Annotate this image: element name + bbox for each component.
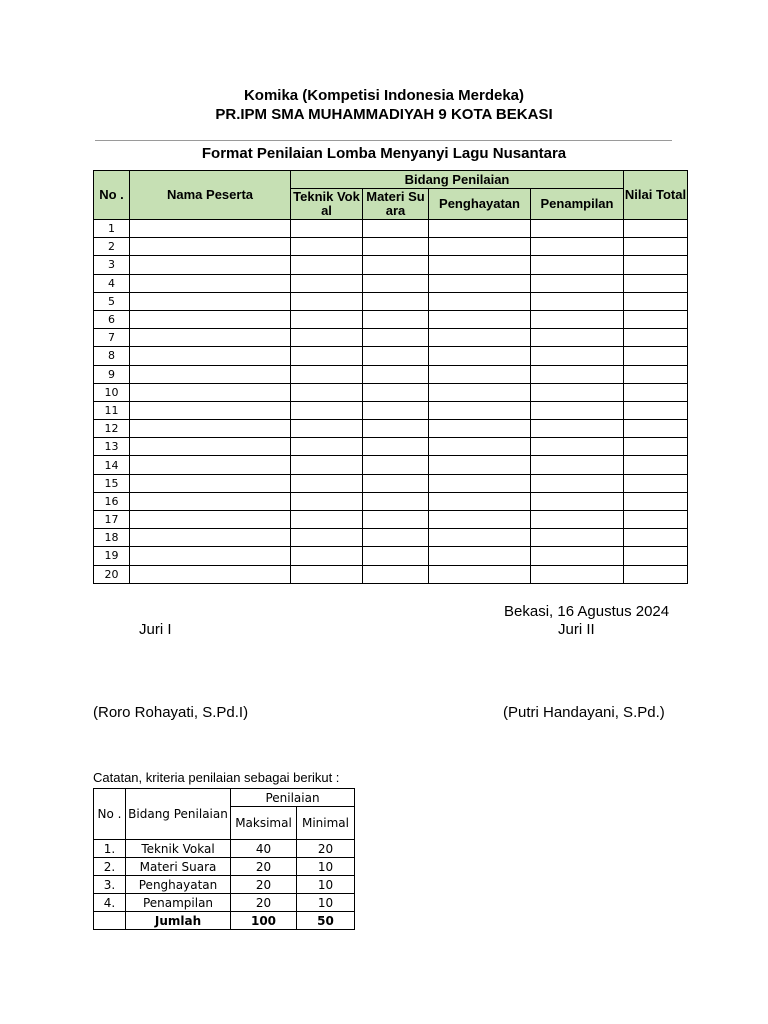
participant-row <box>94 420 688 438</box>
score-cell[interactable] <box>429 329 531 347</box>
score-cell[interactable] <box>531 511 624 529</box>
criteria-table <box>93 788 355 930</box>
score-cell[interactable] <box>363 511 429 529</box>
score-cell[interactable] <box>624 292 688 310</box>
score-cell[interactable] <box>624 401 688 419</box>
score-cell[interactable] <box>130 238 291 256</box>
score-cell[interactable] <box>291 383 363 401</box>
score-cell[interactable] <box>130 565 291 583</box>
criteria-max: 40 <box>231 840 297 858</box>
row-number: 6 <box>94 310 130 328</box>
col-header-total: Nilai Total <box>624 171 688 220</box>
score-cell[interactable] <box>291 220 363 238</box>
col-header-criterion: Teknik Vokal <box>291 189 363 220</box>
score-cell[interactable] <box>363 547 429 565</box>
participant-row <box>94 547 688 565</box>
participant-row <box>94 511 688 529</box>
judge1-title: Juri I <box>139 621 172 638</box>
score-cell[interactable] <box>291 565 363 583</box>
criteria-total-max: 100 <box>231 912 297 930</box>
score-cell[interactable] <box>429 565 531 583</box>
criteria-header-group: Penilaian <box>231 789 355 807</box>
participant-row <box>94 310 688 328</box>
score-cell[interactable] <box>130 274 291 292</box>
score-cell[interactable] <box>363 401 429 419</box>
score-cell[interactable] <box>130 529 291 547</box>
score-cell[interactable] <box>531 383 624 401</box>
score-cell[interactable] <box>624 511 688 529</box>
score-cell[interactable] <box>624 529 688 547</box>
score-cell[interactable] <box>363 238 429 256</box>
participant-row <box>94 220 688 238</box>
score-cell[interactable] <box>624 420 688 438</box>
score-cell[interactable] <box>291 438 363 456</box>
participant-row <box>94 438 688 456</box>
score-cell[interactable] <box>531 329 624 347</box>
row-number: 3 <box>94 256 130 274</box>
score-cell[interactable] <box>429 529 531 547</box>
score-cell[interactable] <box>130 456 291 474</box>
score-cell[interactable] <box>531 420 624 438</box>
score-cell[interactable] <box>429 547 531 565</box>
score-cell[interactable] <box>624 310 688 328</box>
participant-row <box>94 347 688 365</box>
participant-row <box>94 456 688 474</box>
score-cell[interactable] <box>624 547 688 565</box>
score-cell[interactable] <box>531 292 624 310</box>
score-cell[interactable] <box>291 511 363 529</box>
place-date: Bekasi, 16 Agustus 2024 <box>504 603 670 620</box>
criteria-header-field: Bidang Penilaian <box>126 789 231 840</box>
score-cell[interactable] <box>291 420 363 438</box>
score-cell[interactable] <box>363 256 429 274</box>
score-cell[interactable] <box>291 492 363 510</box>
score-cell[interactable] <box>624 492 688 510</box>
score-cell[interactable] <box>363 456 429 474</box>
criteria-max: 20 <box>231 876 297 894</box>
criteria-row <box>94 894 355 912</box>
score-cell[interactable] <box>363 438 429 456</box>
score-table <box>93 170 688 584</box>
participant-row <box>94 256 688 274</box>
score-cell[interactable] <box>291 329 363 347</box>
judge1-name: (Roro Rohayati, S.Pd.I) <box>93 704 249 721</box>
row-number: 9 <box>94 365 130 383</box>
score-cell[interactable] <box>531 347 624 365</box>
judge2-name: (Putri Handayani, S.Pd.) <box>503 704 665 721</box>
participant-row <box>94 401 688 419</box>
col-header-criterion: Penampilan <box>531 189 624 220</box>
score-cell[interactable] <box>363 365 429 383</box>
score-cell[interactable] <box>624 383 688 401</box>
score-cell[interactable] <box>429 274 531 292</box>
criteria-field: Teknik Vokal <box>126 840 231 858</box>
event-title: Komika (Kompetisi Indonesia Merdeka) <box>243 87 525 104</box>
score-cell[interactable] <box>624 274 688 292</box>
col-header-criterion: Penghayatan <box>429 189 531 220</box>
participant-row <box>94 565 688 583</box>
judge2-title: Juri II <box>558 621 595 638</box>
score-cell[interactable] <box>624 256 688 274</box>
score-cell[interactable] <box>130 365 291 383</box>
score-cell[interactable] <box>363 383 429 401</box>
score-cell[interactable] <box>363 220 429 238</box>
criteria-no: 4. <box>94 894 126 912</box>
criteria-row <box>94 876 355 894</box>
score-cell[interactable] <box>429 401 531 419</box>
participant-row <box>94 492 688 510</box>
participant-row <box>94 383 688 401</box>
participant-row <box>94 365 688 383</box>
score-cell[interactable] <box>429 438 531 456</box>
score-cell[interactable] <box>429 511 531 529</box>
score-cell[interactable] <box>130 438 291 456</box>
score-cell[interactable] <box>130 329 291 347</box>
score-cell[interactable] <box>531 565 624 583</box>
criteria-max: 20 <box>231 894 297 912</box>
score-cell[interactable] <box>363 474 429 492</box>
header-divider <box>95 140 672 141</box>
score-cell[interactable] <box>624 565 688 583</box>
criteria-header-min: Minimal <box>297 807 355 840</box>
score-cell[interactable] <box>291 292 363 310</box>
score-cell[interactable] <box>130 292 291 310</box>
row-number: 7 <box>94 329 130 347</box>
score-cell[interactable] <box>130 511 291 529</box>
score-cell[interactable] <box>531 220 624 238</box>
score-cell[interactable] <box>531 529 624 547</box>
row-number: 20 <box>94 565 130 583</box>
score-cell[interactable] <box>130 474 291 492</box>
participant-row <box>94 474 688 492</box>
score-cell[interactable] <box>531 438 624 456</box>
score-cell[interactable] <box>291 238 363 256</box>
col-header-name: Nama Peserta <box>130 171 291 220</box>
criteria-min: 10 <box>297 876 355 894</box>
score-cell[interactable] <box>291 529 363 547</box>
score-cell[interactable] <box>130 383 291 401</box>
score-cell[interactable] <box>363 347 429 365</box>
col-header-group: Bidang Penilaian <box>291 171 624 189</box>
row-number: 2 <box>94 238 130 256</box>
criteria-row <box>94 840 355 858</box>
criteria-total-blank <box>94 912 126 930</box>
score-cell[interactable] <box>531 492 624 510</box>
score-cell[interactable] <box>429 220 531 238</box>
score-cell[interactable] <box>130 310 291 328</box>
score-cell[interactable] <box>130 547 291 565</box>
row-number: 17 <box>94 511 130 529</box>
score-cell[interactable] <box>291 256 363 274</box>
score-cell[interactable] <box>130 220 291 238</box>
criteria-field: Penghayatan <box>126 876 231 894</box>
score-cell[interactable] <box>531 547 624 565</box>
criteria-no: 1. <box>94 840 126 858</box>
row-number: 15 <box>94 474 130 492</box>
score-cell[interactable] <box>624 365 688 383</box>
row-number: 14 <box>94 456 130 474</box>
participant-row <box>94 529 688 547</box>
score-cell[interactable] <box>429 310 531 328</box>
notes-caption: Catatan, kriteria penilaian sebagai berikut : <box>93 770 340 785</box>
criteria-total-min: 50 <box>297 912 355 930</box>
score-cell[interactable] <box>429 420 531 438</box>
criteria-min: 10 <box>297 894 355 912</box>
score-cell[interactable] <box>624 220 688 238</box>
score-cell[interactable] <box>291 274 363 292</box>
score-cell[interactable] <box>130 401 291 419</box>
row-number: 10 <box>94 383 130 401</box>
criteria-total-row <box>94 912 355 930</box>
row-number: 13 <box>94 438 130 456</box>
score-cell[interactable] <box>624 474 688 492</box>
criteria-header-no: No . <box>94 789 126 840</box>
score-cell[interactable] <box>363 492 429 510</box>
score-cell[interactable] <box>429 292 531 310</box>
score-table-body <box>94 220 688 584</box>
score-cell[interactable] <box>363 274 429 292</box>
score-cell[interactable] <box>531 310 624 328</box>
participant-row <box>94 238 688 256</box>
score-cell[interactable] <box>363 310 429 328</box>
score-cell[interactable] <box>429 474 531 492</box>
criteria-header-max: Maksimal <box>231 807 297 840</box>
score-cell[interactable] <box>531 474 624 492</box>
score-cell[interactable] <box>531 274 624 292</box>
score-cell[interactable] <box>531 365 624 383</box>
criteria-field: Penampilan <box>126 894 231 912</box>
participant-row <box>94 292 688 310</box>
row-number: 8 <box>94 347 130 365</box>
score-cell[interactable] <box>363 565 429 583</box>
score-cell[interactable] <box>130 256 291 274</box>
score-cell[interactable] <box>624 347 688 365</box>
criteria-row <box>94 858 355 876</box>
row-number: 16 <box>94 492 130 510</box>
organizer-title: PR.IPM SMA MUHAMMADIYAH 9 KOTA BEKASI <box>215 106 553 123</box>
row-number: 5 <box>94 292 130 310</box>
score-cell[interactable] <box>531 401 624 419</box>
score-cell[interactable] <box>291 547 363 565</box>
score-cell[interactable] <box>531 256 624 274</box>
score-cell[interactable] <box>531 456 624 474</box>
score-cell[interactable] <box>291 474 363 492</box>
score-cell[interactable] <box>363 420 429 438</box>
row-number: 19 <box>94 547 130 565</box>
row-number: 4 <box>94 274 130 292</box>
score-cell[interactable] <box>429 238 531 256</box>
score-cell[interactable] <box>429 365 531 383</box>
score-cell[interactable] <box>429 383 531 401</box>
score-cell[interactable] <box>429 492 531 510</box>
score-cell[interactable] <box>291 401 363 419</box>
criteria-max: 20 <box>231 858 297 876</box>
criteria-field: Materi Suara <box>126 858 231 876</box>
row-number: 11 <box>94 401 130 419</box>
participant-row <box>94 274 688 292</box>
score-cell[interactable] <box>130 420 291 438</box>
score-cell[interactable] <box>363 292 429 310</box>
score-cell[interactable] <box>429 456 531 474</box>
score-cell[interactable] <box>291 347 363 365</box>
score-cell[interactable] <box>624 438 688 456</box>
col-header-no: No . <box>94 171 130 220</box>
score-cell[interactable] <box>531 238 624 256</box>
row-number: 12 <box>94 420 130 438</box>
col-header-criterion: Materi Suara <box>363 189 429 220</box>
form-title: Format Penilaian Lomba Menyanyi Lagu Nusantara <box>201 145 567 162</box>
score-cell[interactable] <box>624 238 688 256</box>
score-cell[interactable] <box>429 347 531 365</box>
participant-row <box>94 329 688 347</box>
score-cell[interactable] <box>624 329 688 347</box>
score-cell[interactable] <box>291 456 363 474</box>
row-number: 1 <box>94 220 130 238</box>
score-cell[interactable] <box>130 347 291 365</box>
score-cell[interactable] <box>624 456 688 474</box>
criteria-total-label: Jumlah <box>126 912 231 930</box>
score-cell[interactable] <box>130 492 291 510</box>
score-cell[interactable] <box>363 329 429 347</box>
score-cell[interactable] <box>291 310 363 328</box>
criteria-min: 20 <box>297 840 355 858</box>
criteria-min: 10 <box>297 858 355 876</box>
row-number: 18 <box>94 529 130 547</box>
criteria-no: 3. <box>94 876 126 894</box>
score-cell[interactable] <box>363 529 429 547</box>
score-cell[interactable] <box>291 365 363 383</box>
score-cell[interactable] <box>429 256 531 274</box>
criteria-no: 2. <box>94 858 126 876</box>
